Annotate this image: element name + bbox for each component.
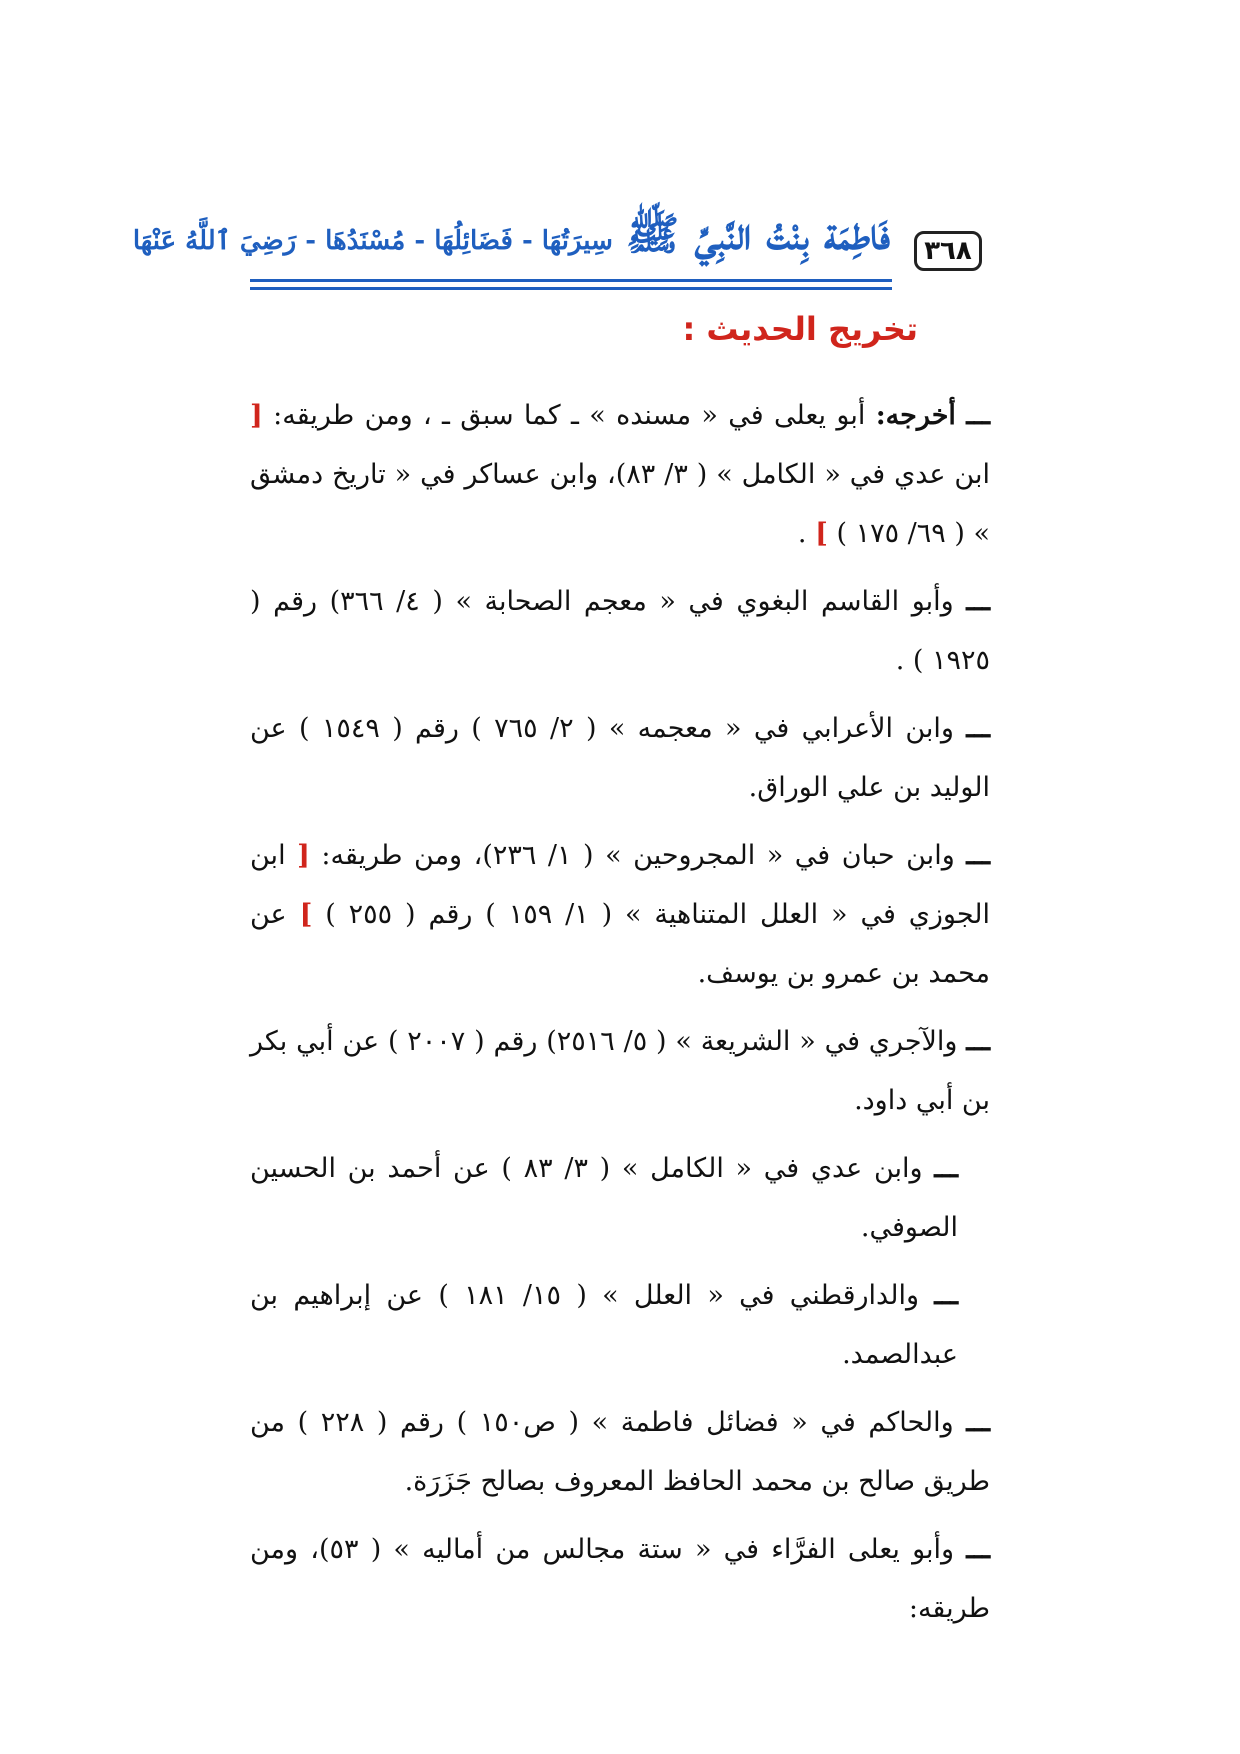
paragraph-text: ابن عدي في « الكامل » ( ٣/ ٨٣)، وابن عساكر في « تاريخ دمشق » ( ٦٩/ ١٧٥ ) — [250, 459, 990, 549]
paragraph-text: والحاكم في « فضائل فاطمة » ( ص١٥٠ ) رقم ( ٢٢٨ ) من طريق صالح بن محمد الحافظ المعروف بصالح جَزَرَة. — [250, 1407, 990, 1497]
paragraph-dash: ـــ — [966, 1534, 990, 1565]
book-title-main: فَاطِمَة بِنْتُ النَّبِيِّ ﷺ — [626, 209, 890, 260]
paragraph-7 — [250, 1266, 990, 1384]
open-bracket: [ — [250, 400, 263, 431]
book-title — [132, 207, 890, 277]
paragraph-8 — [250, 1393, 990, 1511]
paragraph-dash: ـــ — [966, 713, 991, 744]
paragraph-5 — [250, 1012, 990, 1130]
paragraph-text: وابن حبان في « المجروحين » ( ١/ ٢٣٦)، ومن طريقه: — [309, 840, 967, 871]
paragraph-3 — [250, 699, 990, 817]
paragraph-dash: ـــ — [934, 1153, 958, 1184]
header-rule-bottom — [250, 287, 892, 290]
paragraph-dash: ـــ — [934, 1280, 958, 1311]
paragraph-text: ابن الجوزي في « العلل المتناهية » ( ١/ ١٥٩ ) رقم ( ٢٥٥ ) — [250, 840, 991, 930]
book-title-subtitle: سِيرَتُهَا - فَضَائِلُهَا - مُسْنَدُهَا - رَضِيَ ٱللَّهُ عَنْهَا — [132, 226, 613, 256]
paragraph-text: وأبو القاسم البغوي في « معجم الصحابة » ( ٤/ ٣٦٦) رقم ( ١٩٢٥ ) . — [250, 586, 990, 676]
paragraph-4 — [250, 826, 990, 1003]
paragraph-dash: ـــ — [966, 1407, 991, 1438]
close-bracket: ] — [299, 899, 313, 930]
paragraph-9 — [250, 1520, 990, 1638]
paragraph-text: وابن عدي في « الكامل » ( ٣/ ٨٣ ) عن أحمد بن الحسين الصوفي. — [250, 1153, 958, 1243]
paragraph-text: والدارقطني في « العلل » ( ١٥/ ١٨١ ) عن إبراهيم بن عبدالصمد. — [250, 1280, 958, 1370]
paragraph-text: وابن الأعرابي في « معجمه » ( ٢/ ٧٦٥ ) رقم ( ١٥٤٩ ) عن الوليد بن علي الوراق. — [250, 713, 990, 803]
paragraph-lead: أخرجه: — [875, 400, 956, 431]
header-rule-top — [250, 279, 892, 282]
main-text — [250, 386, 990, 1647]
paragraph-text: والآجري في « الشريعة » ( ٥/ ٢٥١٦) رقم ( ٢٠٠٧ ) عن أبي بكر بن أبي داود. — [250, 1026, 990, 1116]
open-bracket: [ — [297, 840, 310, 871]
paragraph-1 — [250, 386, 990, 563]
paragraph-dash: ـــ — [966, 1026, 991, 1057]
paragraph-6 — [250, 1139, 990, 1257]
paragraph-text: . — [797, 518, 816, 549]
close-bracket: ] — [815, 518, 828, 549]
paragraph-2 — [250, 572, 990, 690]
page-number: ٣٦٨ — [914, 231, 982, 271]
section-heading: تخريج الحديث : — [682, 310, 918, 348]
paragraph-dash: ـــ — [966, 840, 990, 871]
paragraph-text: وأبو يعلى الفرَّاء في « ستة مجالس من أماليه » ( ٥٣)، ومن طريقه: — [250, 1534, 990, 1624]
paragraph-text: عن محمد بن عمرو بن يوسف. — [250, 899, 990, 989]
paragraph-dash: ـــ — [966, 400, 990, 431]
paragraph-text: أبو يعلى في « مسنده » ـ كما سبق ـ ، ومن طريقه: — [262, 400, 876, 431]
page-header — [132, 205, 990, 295]
paragraph-dash: ـــ — [966, 586, 991, 617]
